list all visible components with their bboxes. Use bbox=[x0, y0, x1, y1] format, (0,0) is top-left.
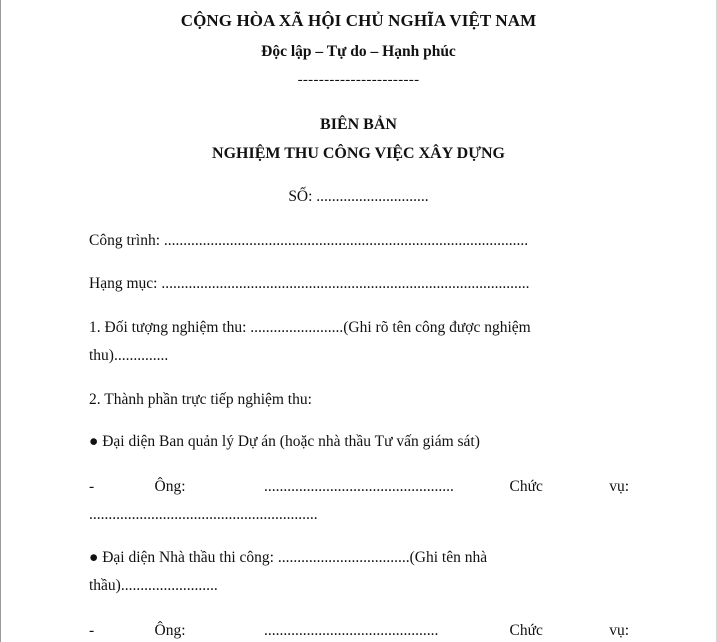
representative-row-1 bbox=[89, 478, 629, 495]
document-subtitle: NGHIỆM THU CÔNG VIỆC XÂY DỰNG bbox=[212, 145, 505, 162]
document-number: SỐ: ............................. bbox=[288, 188, 429, 205]
rep1-ong-label: Ông: bbox=[154, 478, 186, 495]
bullet-project-management: ● Đại diện Ban quản lý Dự án (hoặc nhà thầu Tư vấn giám sát) bbox=[89, 433, 480, 450]
rep1-chuc-label: Chức bbox=[509, 478, 543, 495]
rep1-vu-label: vụ: bbox=[609, 478, 629, 495]
rep2-vu-label: vụ: bbox=[609, 622, 629, 639]
header-divider: ----------------------- bbox=[297, 72, 420, 88]
rep2-dots: ............................................. bbox=[264, 622, 439, 639]
national-title: CỘNG HÒA XÃ HỘI CHỦ NGHĨA VIỆT NAM bbox=[180, 11, 537, 30]
rep2-dash: - bbox=[89, 622, 95, 639]
rep1-dots: ................................................. bbox=[264, 478, 454, 495]
representative-row-1-tail: ........................................................... bbox=[89, 506, 318, 523]
bullet-contractor-line-1: ● Đại diện Nhà thầu thi công: ..................................(Ghi tên nhà bbox=[89, 549, 488, 566]
representative-row-2 bbox=[89, 622, 629, 639]
section-1-text-line-1: 1. Đối tượng nghiệm thu: ........................(Ghi rõ tên công được nghiệm bbox=[89, 319, 531, 336]
document-title: BIÊN BẢN bbox=[320, 116, 397, 133]
field-cong-trinh: Công trình: .............................................................................................. bbox=[89, 232, 529, 249]
field-hang-muc: Hạng mục: ............................................................................................... bbox=[89, 275, 530, 292]
section-1-line-2: thu).............. bbox=[89, 347, 169, 364]
rep2-ong-label: Ông: bbox=[154, 622, 186, 639]
rep1-dash: - bbox=[89, 478, 95, 495]
bullet-contractor-line-2: thầu)......................... bbox=[89, 577, 218, 594]
motto: Độc lập – Tự do – Hạnh phúc bbox=[261, 43, 456, 60]
section-2-heading: 2. Thành phần trực tiếp nghiệm thu: bbox=[89, 391, 312, 408]
rep2-chuc-label: Chức bbox=[509, 622, 543, 639]
section-1-line-1 bbox=[89, 319, 629, 336]
